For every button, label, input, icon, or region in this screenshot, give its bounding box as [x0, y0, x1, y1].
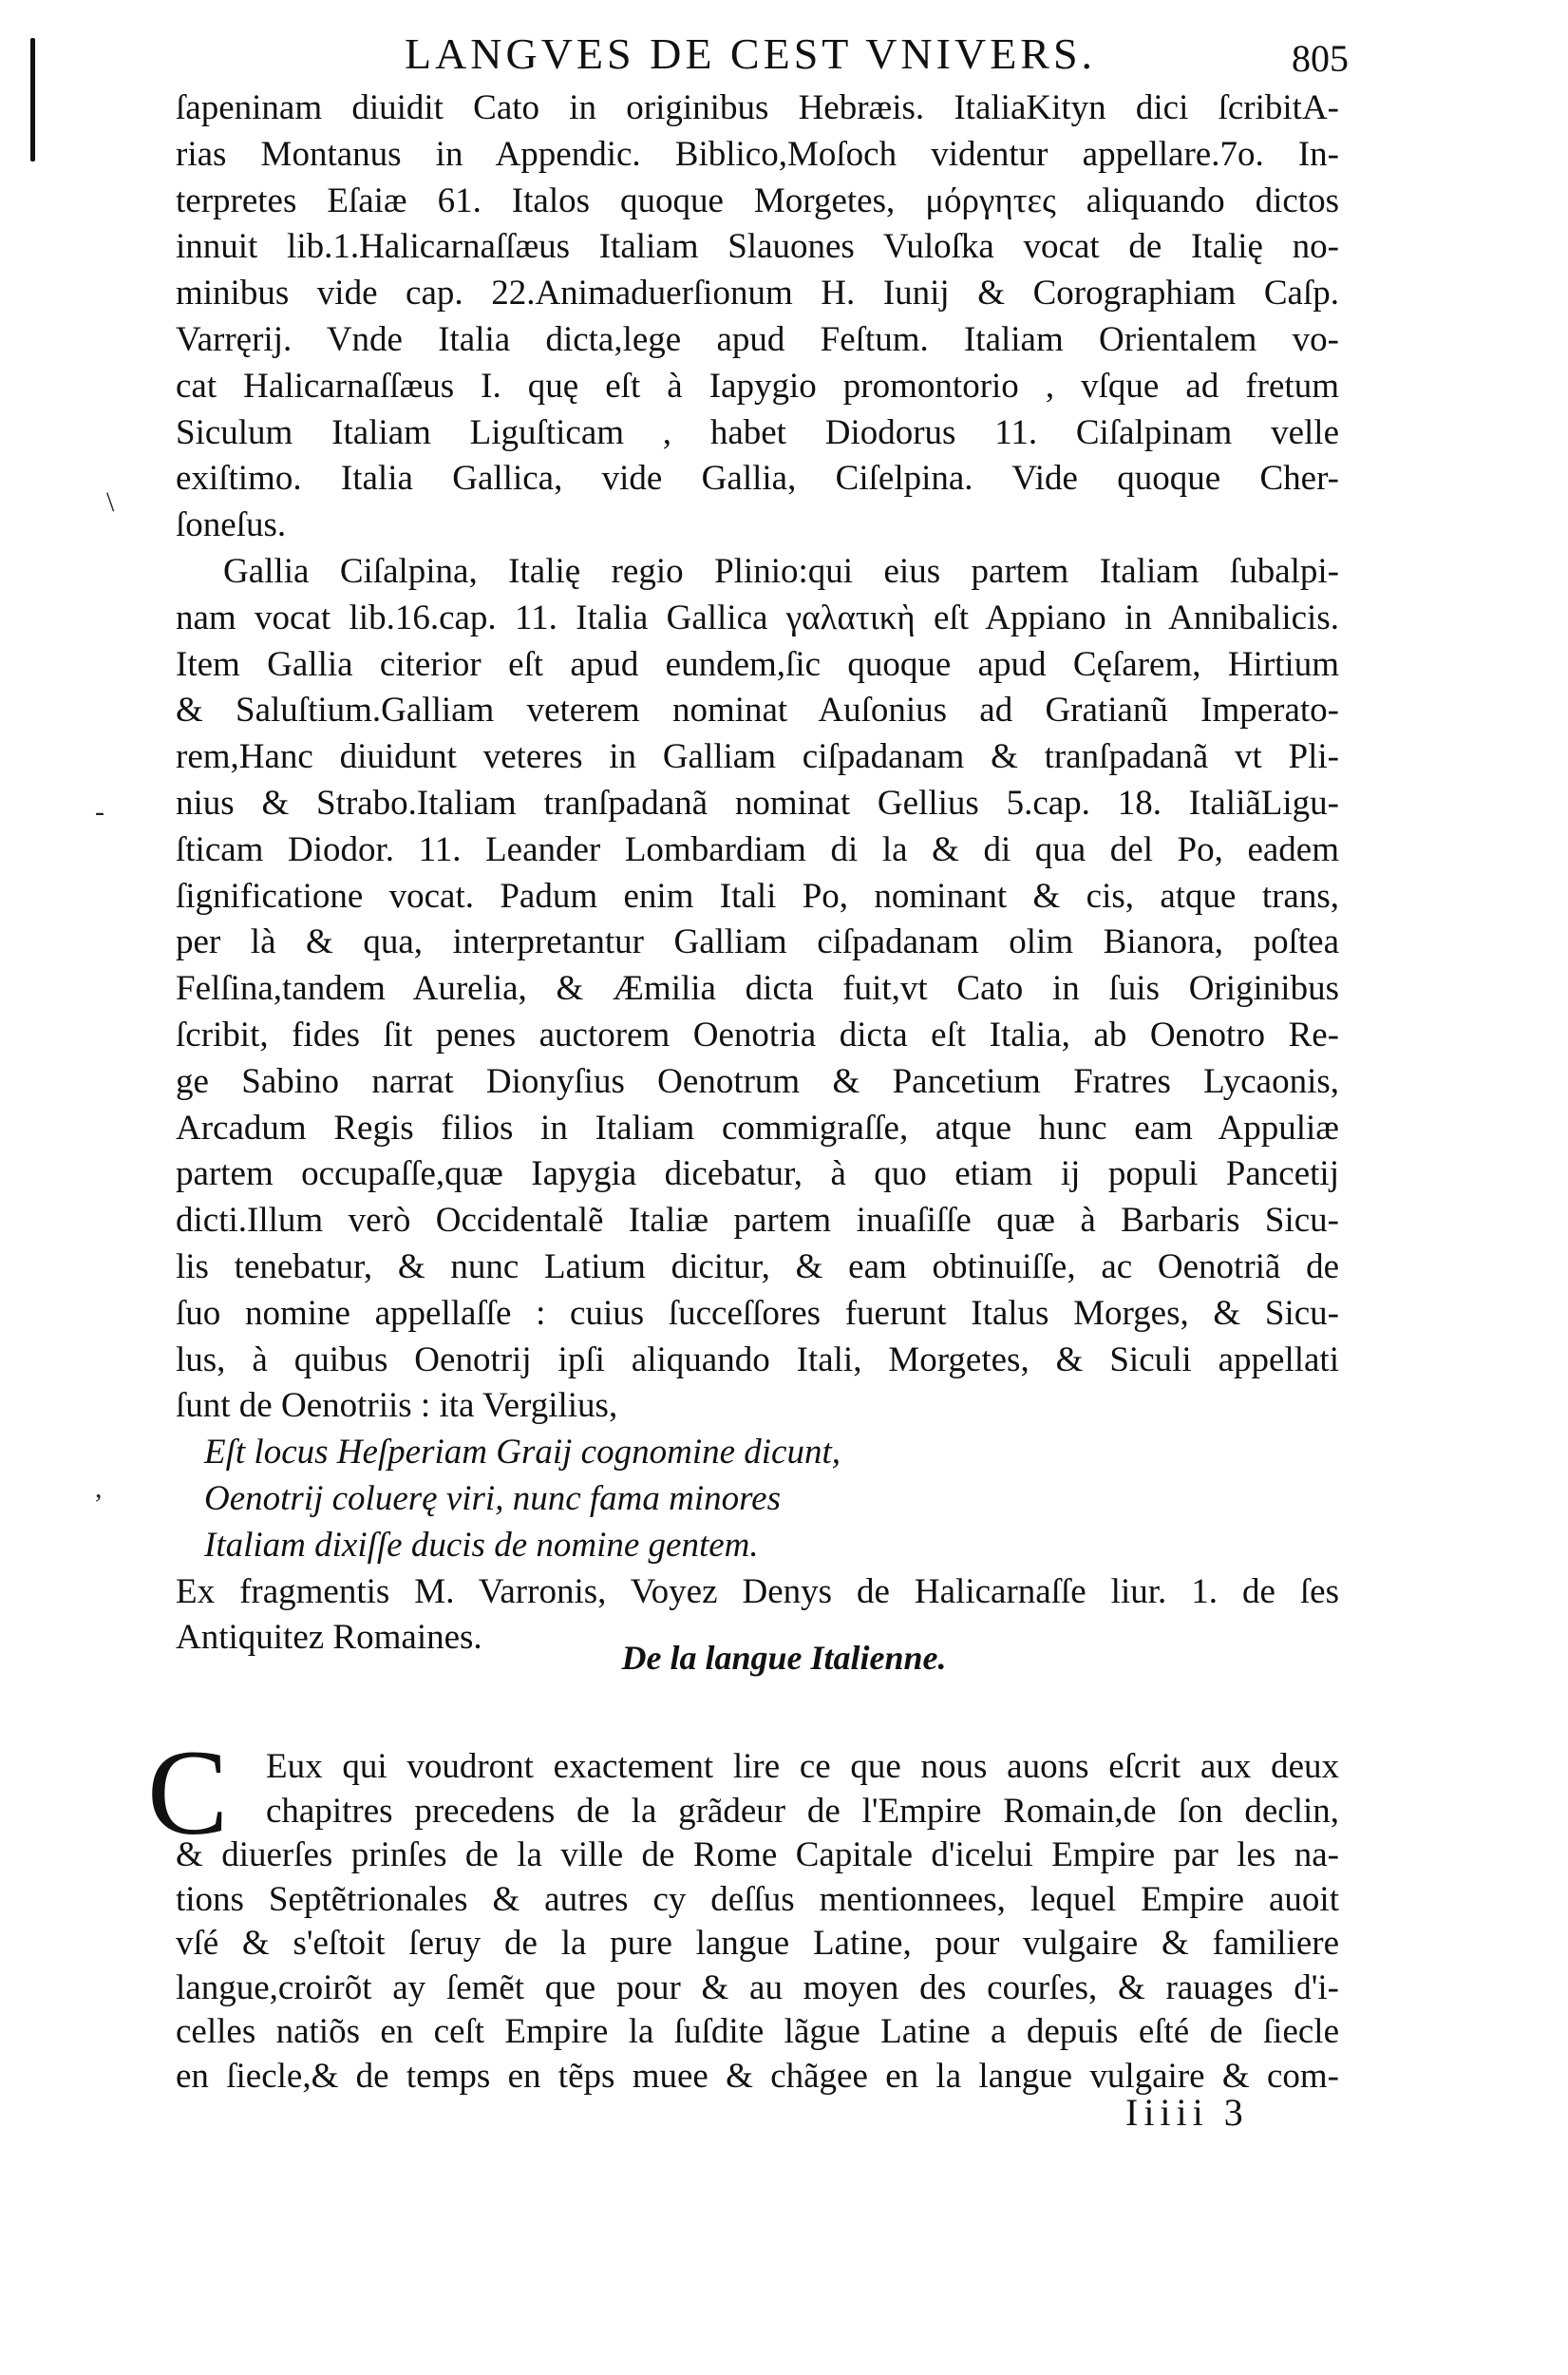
- text-line: rem,Hanc diuidunt veteres in Galliam ciſpadanam & tranſpadanã vt Pli-: [176, 737, 1339, 777]
- text-line: ſapeninam diuidit Cato in originibus Hebræis. ItaliaKityn dici ſcribitA-: [176, 88, 1339, 127]
- text-line: rias Montanus in Appendic. Biblico,Moſoch videntur appellare.7o. In-: [176, 134, 1339, 174]
- text-line: ſuo nomine appellaſſe : cuius ſucceſſores fuerunt Italus Morges, & Sicu-: [176, 1293, 1339, 1333]
- text-line: en ſiecle,& de temps en tẽps muee & chãgee en la langue vulgaire & com-: [176, 2056, 1339, 2096]
- text-line: Arcadum Regis filios in Italiam commigraſſe, atque hunc eam Appuliæ: [176, 1108, 1339, 1148]
- drop-cap: C: [147, 1725, 229, 1860]
- text-line: dicti.Illum verò Occidentalẽ Italiæ partem inuaſiſſe quæ à Barbaris Sicu-: [176, 1201, 1339, 1241]
- paragraph-1: [176, 86, 1339, 549]
- text-line: per là & qua, interpretantur Galliam ciſpadanam olim Bianora, poſtea: [176, 922, 1339, 962]
- section-heading: De la langue Italienne.: [621, 1639, 947, 1677]
- text-line: vſé & s'eſtoit ſeruy de la pure langue Latine, pour vulgaire & familiere: [176, 1924, 1339, 1963]
- text-line: ſunt de Oenotriis : ita Vergilius,: [176, 1386, 618, 1426]
- text-line: Antiquitez Romaines.: [176, 1618, 482, 1658]
- main-text: [176, 86, 1339, 1662]
- verse-line: Oenotrij coluerę viri, nunc fama minores: [204, 1478, 781, 1518]
- text-line: ſignificatione vocat. Padum enim Itali Po, nominant & cis, atque trans,: [176, 876, 1339, 916]
- margin-mark: -: [95, 796, 104, 827]
- text-line: Gallia Ciſalpina, Italię regio Plinio:qui eius partem Italiam ſubalpi-: [223, 551, 1339, 591]
- text-line: nam vocat lib.16.cap. 11. Italia Gallica γαλατικὴ eſt Appiano in Annibalicis.: [176, 598, 1339, 637]
- binding-edge: [30, 38, 35, 162]
- text-line: Varręrij. Vnde Italia dicta,lege apud Feſtum. Italiam Orientalem vo-: [176, 319, 1339, 359]
- running-title: LANGVES DE CEST VNIVERS.: [404, 29, 1097, 78]
- text-line: terpretes Eſaiæ 61. Italos quoque Morgetes, μόργητες aliquando dictos: [176, 180, 1339, 220]
- text-line: nius & Strabo.Italiam tranſpadanã nominat Gellius 5.cap. 18. ItaliãLigu-: [176, 783, 1339, 823]
- text-line: tions Septẽtrionales & autres cy deſſus mentionnees, lequel Empire auoit: [176, 1879, 1339, 1919]
- text-line: Eux qui voudront exactement lire ce que nous auons eſcrit aux deux: [266, 1747, 1339, 1786]
- signature-mark: Iiiii 3: [1125, 2091, 1249, 2134]
- page-number: 805: [1292, 37, 1349, 80]
- text-line: ge Sabino narrat Dionyſius Oenotrum & Pancetium Fratres Lycaonis,: [176, 1061, 1339, 1101]
- text-line: minibus vide cap. 22.Animaduerſionum H. Iunij & Corographiam Caſp.: [176, 274, 1339, 314]
- text-line: langue,croirõt ay ſemẽt que pour & au moyen des courſes, & rauages d'i-: [176, 1967, 1339, 2007]
- verse-line: Italiam dixiſſe ducis de nomine gentem.: [204, 1525, 759, 1565]
- text-line: lus, à quibus Oenotrij ipſi aliquando Itali, Morgetes, & Siculi appellati: [176, 1340, 1339, 1379]
- text-line: Felſina,tandem Aurelia, & Æmilia dicta fuit,vt Cato in ſuis Originibus: [176, 969, 1339, 1009]
- text-line: Siculum Italiam Liguſticam , habet Diodorus 11. Ciſalpinam velle: [176, 412, 1339, 452]
- margin-mark: \: [106, 486, 115, 518]
- text-line: & Saluſtium.Galliam veterem nominat Auſonius ad Gratianũ Imperato-: [176, 691, 1339, 731]
- verse-line: Eſt locus Heſperiam Graij cognomine dicunt,: [204, 1433, 841, 1472]
- text-line: ſoneſus.: [176, 505, 287, 545]
- text-line: Item Gallia citerior eſt apud eundem,ſic quoque apud Cęſarem, Hirtium: [176, 644, 1339, 684]
- text-line: ſcribit, fides ſit penes auctorem Oenotria dicta eſt Italia, ab Oenotro Re-: [176, 1015, 1339, 1054]
- paragraph-2: [176, 549, 1339, 1430]
- section-italienne-text: [147, 1725, 1339, 2099]
- text-line: chapitres precedens de la grãdeur de l'Empire Romain,de ſon declin,: [266, 1791, 1339, 1831]
- text-line: lis tenebatur, & nunc Latium dicitur, & eam obtinuiſſe, ac Oenotriã de: [176, 1246, 1339, 1286]
- text-line: cat Halicarnaſſæus I. quę eſt à Iapygio promontorio , vſque ad fretum: [176, 366, 1339, 406]
- text-line: Ex fragmentis M. Varronis, Voyez Denys de Halicarnaſſe liur. 1. de ſes: [176, 1571, 1339, 1611]
- margin-mark: ,: [95, 1472, 103, 1504]
- text-line: ſticam Diodor. 11. Leander Lombardiam di la & di qua del Po, eadem: [176, 829, 1339, 869]
- text-line: & diuerſes prinſes de la ville de Rome Capitale d'icelui Empire par les na-: [176, 1835, 1339, 1874]
- text-line: partem occupaſſe,quæ Iapygia dicebatur, à quo etiam ij populi Pancetij: [176, 1154, 1339, 1194]
- text-line: exiſtimo. Italia Gallica, vide Gallia, Ciſelpina. Vide quoque Cher-: [176, 459, 1339, 499]
- verse-quote: [176, 1430, 1339, 1568]
- text-line: innuit lib.1.Halicarnaſſæus Italiam Slauones Vuloſka vocat de Italię no-: [176, 227, 1339, 267]
- text-line: celles natiõs en ceſt Empire la ſuſdite lãgue Latine a depuis eſté de ſiecle: [176, 2012, 1339, 2051]
